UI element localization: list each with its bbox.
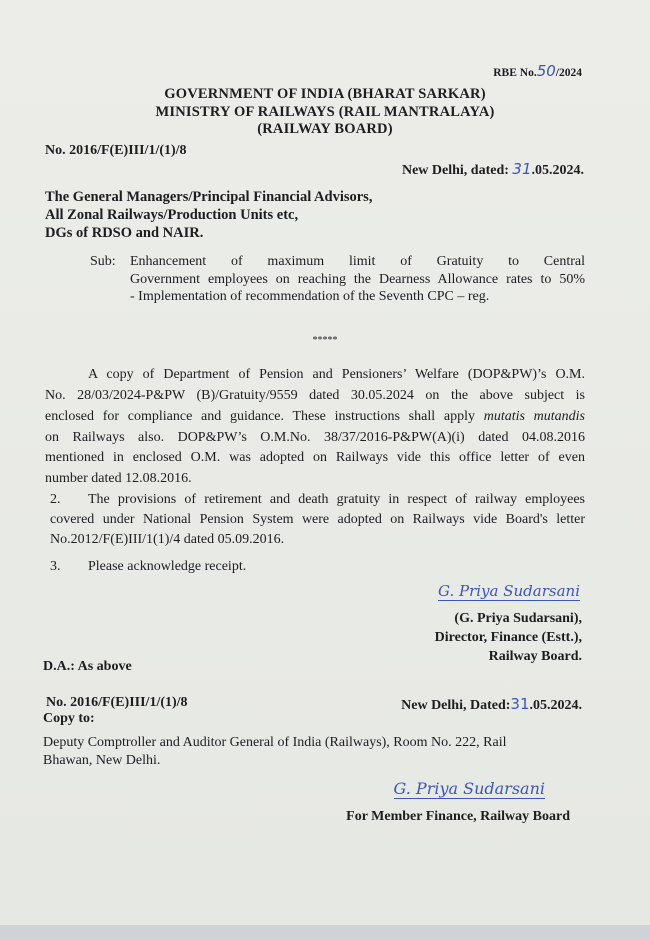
para1-line: A copy of Department of Pension and Pensioners’ Welfare (DOP&PW)’s O.M. [88,367,585,382]
header-ministry: MINISTRY OF RAILWAYS (RAIL MANTRALAYA) [155,104,495,120]
copy-recipient-line: Deputy Comptroller and Auditor General of India (Railways), Room No. 222, Rail [43,735,507,750]
subject-line: - Implementation of recommendation of the Seventh CPC – reg. [130,289,490,304]
date-day-handwritten: 31 [512,160,532,178]
para3-number: 3. [50,559,61,574]
subject-line: Enhancement of maximum limit of Gratuity to Central [130,254,585,269]
signatory-office: Railway Board. [488,649,582,664]
header-board: (RAILWAY BOARD) [257,121,393,137]
addressee-line: All Zonal Railways/Production Units etc, [45,207,299,223]
copy-date-rest: .05.2024. [529,698,582,713]
copy-date-line [401,695,582,714]
addressee-line: The General Managers/Principal Financial Advisors, [45,189,373,205]
rbe-handwritten-number: 50 [536,62,556,80]
rbe-suffix: /2024 [555,67,582,79]
copy-date-day-handwritten: 31 [510,695,530,713]
reference-number: No. 2016/F(E)III/1/(1)/8 [45,143,187,158]
para1-italic: mutatis mutandis [483,409,585,424]
header-government: GOVERNMENT OF INDIA (BHARAT SARKAR) [164,86,486,102]
signatory-designation: Director, Finance (Estt.), [434,630,582,645]
para3-text: Please acknowledge receipt. [88,559,247,574]
date-line [402,160,584,179]
documents-attached: D.A.: As above [43,659,132,674]
page-bottom-edge [0,925,650,940]
copy-to-heading: Copy to: [43,711,95,726]
para2-number: 2. [50,492,61,507]
copy-date-prefix: New Delhi, Dated: [401,698,511,713]
signatory-name: (G. Priya Sudarsani), [454,611,582,626]
para1-line: on Railways also. DOP&PW’s O.M.No. 38/37/2016-P&PW(A)(i) dated 04.08.2016 [45,430,585,445]
copy-recipient-line: Bhawan, New Delhi. [43,753,161,768]
signature-text: G. Priya Sudarsani [393,779,545,798]
para1-line [45,409,585,425]
date-rest: .05.2024. [531,163,584,178]
para2-line: The provisions of retirement and death gratuity in respect of railway employees [88,492,585,507]
para2-line: No.2012/F(E)III/1(1)/4 dated 05.09.2016. [50,532,285,547]
copy-reference-number: No. 2016/F(E)III/1/(1)/8 [46,695,188,710]
para1-line: number dated 12.08.2016. [45,471,192,486]
para1-text: enclosed for compliance and guidance. These instructions shall apply [45,409,475,424]
para1-line: No. 28/03/2024-P&PW (B)/Gratuity/9559 dated 30.05.2024 on the above subject is [45,388,585,403]
subject-line: Government employees on reaching the Dearness Allowance rates to 50% [130,272,585,287]
for-member-finance: For Member Finance, Railway Board [346,809,570,824]
signature-director [438,582,580,600]
addressee-line: DGs of RDSO and NAIR. [45,225,204,241]
subject-label: Sub: [90,254,116,269]
separator: ***** [312,335,338,346]
signature-text: G. Priya Sudarsani [438,582,580,600]
signature-member-finance [394,779,545,798]
date-prefix: New Delhi, dated: [401,163,509,178]
rbe-number [493,62,582,80]
para1-line: mentioned in enclosed O.M. was adopted on Railways vide this office letter of even [45,450,585,465]
rbe-prefix: RBE No. [493,67,537,79]
para2-line: covered under National Pension System were adopted on Railways vide Board's letter [50,512,585,527]
